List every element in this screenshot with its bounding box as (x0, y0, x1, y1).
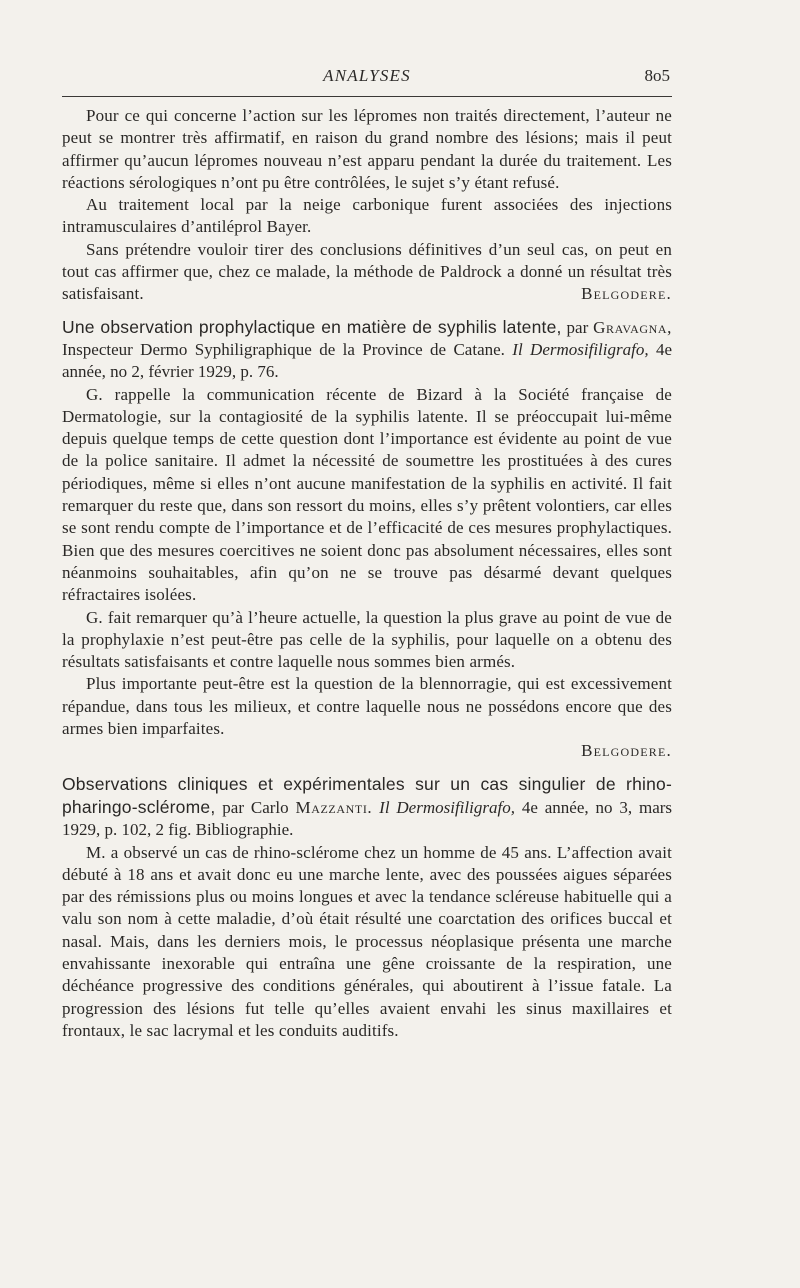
article-2-title: Observations cliniques et expérimentales sur un cas singulier de rhino-pharingo-sclérome, (62, 773, 672, 817)
article-1-affiliation: Inspecteur Dermo Syphiligraphique de la Province de Catane. (62, 339, 505, 359)
page (62, 66, 672, 1042)
article-1-paragraph-3: Plus importante peut-être est la question de la blennorragie, qui est excessivement répandue, dans tous les milieux, et contre laquelle nous ne possédons encore que des armes bien imparfaites. (62, 674, 672, 739)
signature: Belgodere. (581, 741, 672, 761)
running-title: ANALYSES (323, 66, 411, 85)
page-body (62, 105, 672, 1042)
article-1-details: 4e année, no 2, février 1929, p. 76. (62, 339, 673, 382)
intro-paragraph-1: Pour ce qui concerne l’action sur les lépromes non traités directement, l’auteur ne peut se montrer très affirmatif, en raison du grand nombre des lésions; mais il peut affirmer qu’aucun lépromes nouveau n’est apparu pendant la durée du traitement. Les réactions sérologiques n’ont pu être contrôlées, le sujet s’y étant refusé. (62, 106, 672, 192)
article-1-heading (62, 316, 672, 384)
article-2-paragraph-1: M. a observé un cas de rhino-sclérome chez un homme de 45 ans. L’affection avait débuté à 18 ans et avait donc eu une marche lente, avec des poussées aigues séparées par des rémissions plus ou moins longues et avec la tendance scléreuse habituelle qui a valu son nom à cette maladie, d’où était résulté une coarctation des orifices buccal et nasal. Mais, dans les derniers mois, le processus néoplasique présenta une marche envahissante inexorable qui entraîna une gêne croissante de la respiration, une déchéance progressive des conditions générales, qui aboutirent à l’issue fatale. La progression des lésions fut telle qu’elles avaient envahi les sinus maxillaires et frontaux, le sac lacrymal et les conduits auditifs. (62, 842, 672, 1040)
running-head (62, 66, 672, 92)
header-rule (62, 96, 672, 97)
article-1-author: Gravagna, (593, 317, 673, 337)
article-1-by: par (566, 317, 589, 337)
article-1-paragraph-2: G. fait remarquer qu’à l’heure actuelle, la question la plus grave au point de vue de la prophylaxie n’est peut-être pas celle de la syphilis, pour laquelle on a obtenu des résultats satisfaisants et contre laquelle nous sommes bien armés. (62, 607, 672, 672)
page-number: 8o5 (644, 66, 670, 85)
article-1-title: Une observation prophylactique en matière de syphilis latente, (62, 316, 562, 337)
signature: Belgodere. (581, 284, 672, 304)
article-1-paragraph-1: G. rappelle la communication récente de Bizard à la Société française de Dermatologie, sur la contagiosité de la syphilis latente. Il se préoccupait lui-même depuis quelque temps de cette question dont l’importance est évidente au point de vue de la police sanitaire. Il admet la nécessité de soumettre les prostituées à des cures périodiques, même si elles n’ont aucune manifestation de la syphilis en activité. Il fait remarquer du reste que, dans son ressort du moins, elles s’y prêtent volontiers, car elles se sont rendu compte de l’importance et de l’efficacité de ces mesures prophylactiques. Bien que des mesures coercitives ne soient donc pas absolument nécessaires, elles sont néanmoins souhaitables, afin qu’on ne se trouve pas désarmé devant quelques réfractaires isolées. (62, 384, 672, 605)
article-2-by: par Carlo (222, 797, 289, 817)
article-2-journal: Il Dermosifiligrafo, (379, 797, 515, 817)
article-2-heading (62, 773, 672, 842)
intro-paragraph-2: Au traitement local par la neige carbonique furent associées des injections intramusculaires d’antiléprol Bayer. (62, 195, 672, 237)
article-1-journal: Il Dermosifiligrafo, (512, 339, 649, 359)
intro-paragraph-3 (62, 239, 672, 306)
article-2-author: Mazzanti. (295, 797, 373, 817)
intro-paragraph-3-text: Sans prétendre vouloir tirer des conclusions définitives d’un seul cas, on peut en tout cas affirmer que, chez ce malade, la méthode de Paldrock a donné un résultat très satisfaisant. (62, 239, 672, 304)
article-2-details: 4e année, no 3, mars 1929, p. 102, 2 fig. Bibliographie. (62, 797, 673, 840)
